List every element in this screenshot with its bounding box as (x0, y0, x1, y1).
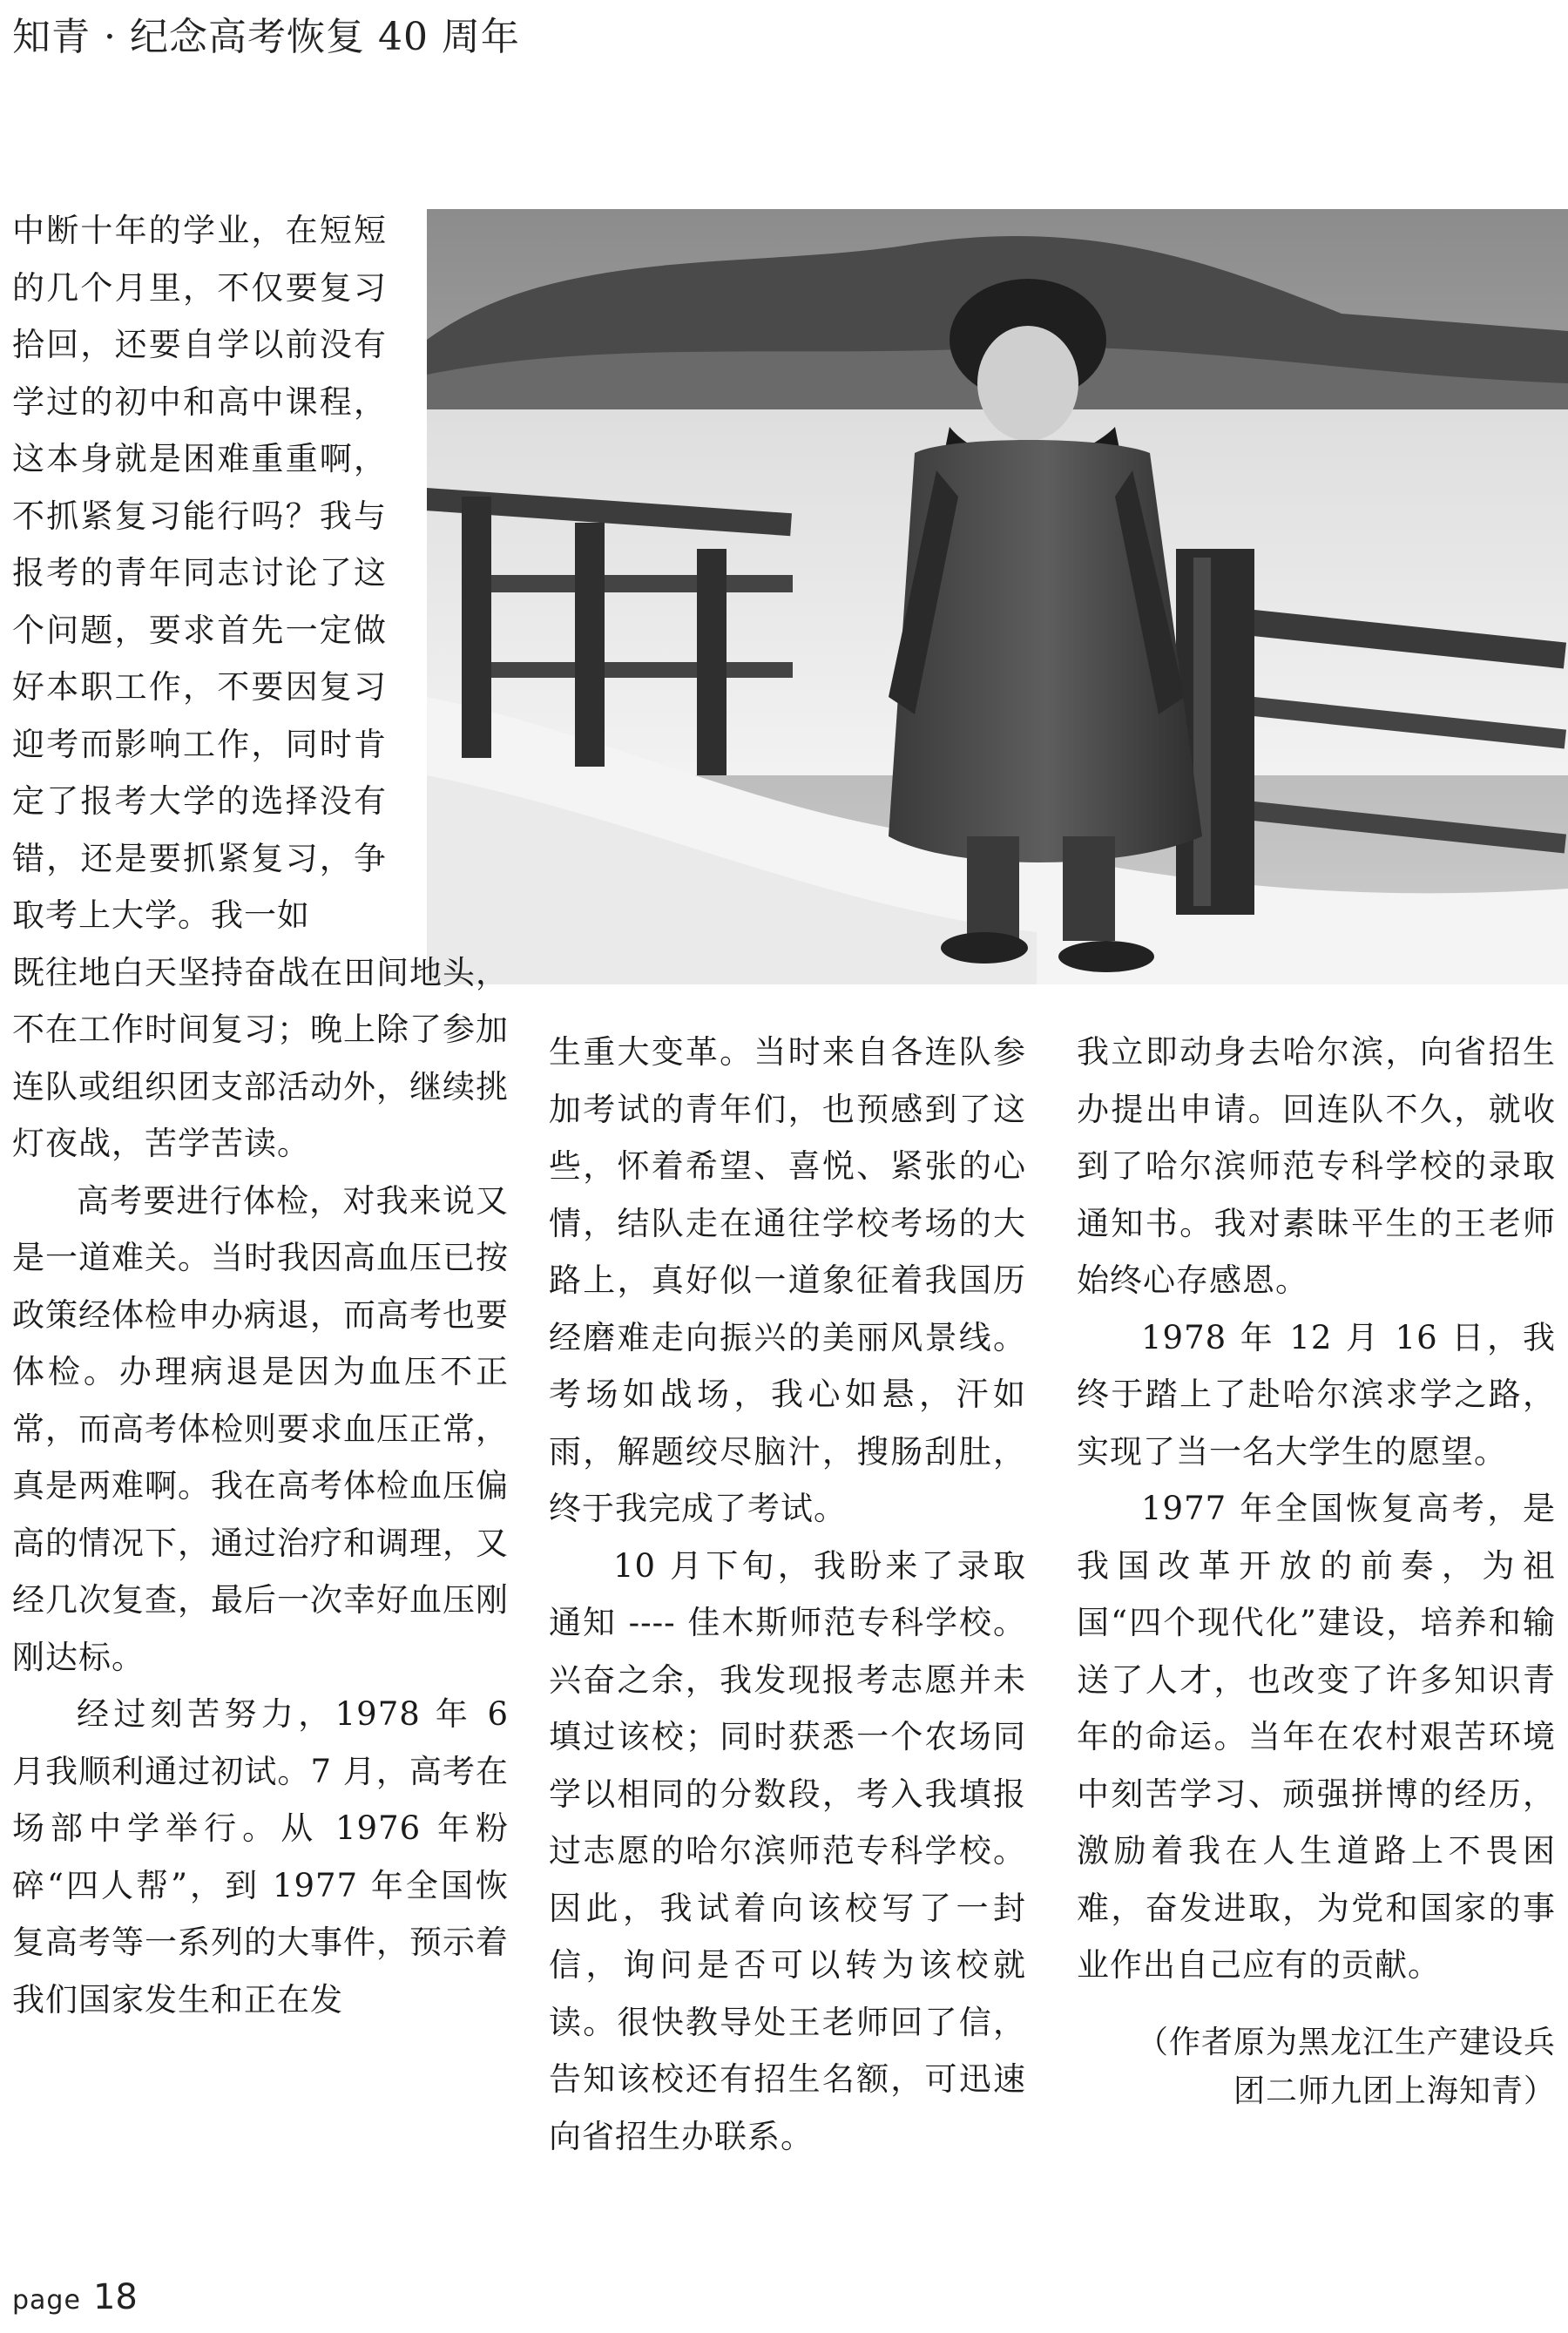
page-number: 18 (92, 2277, 138, 2317)
paragraph-2: 高考要进行体检，对我来说又是一道难关。当时我因高血压已按政策经体检申办病退，而高考也要体检。办理病退是因为血压不正常，而高考体检则要求血压正常，真是两难啊。我在高考体检血压偏高的情况下，通过治疗和调理，又经几次复查，最后一次幸好血压刚刚达标。 (12, 1181, 509, 1676)
paragraph-6: 我立即动身去哈尔滨，向省招生办提出申请。回连队不久，就收到了哈尔滨师范专科学校的录取通知书。我对素昧平生的王老师始终心存感恩。 (1077, 1033, 1556, 1299)
paragraph-7: 1978 年 12 月 16 日，我终于踏上了赴哈尔滨求学之路，实现了当一名大学生的愿望。 (1077, 1318, 1556, 1471)
paragraph-8: 1977 年全国恢复高考，是我国改革开放的前奏，为祖国“四个现代化”建设，培养和输送了人才，也改变了许多知识青年的命运。当年在农村艰苦环境中刻苦学习、顽强拼博的经历，激励着我在人生道路上不畏困难，奋发进取，为党和国家的事业作出自己应有的贡献。 (1077, 1490, 1556, 1984)
paragraph-1-wrapped: 中断十年的学业，在短短的几个月里，不仅要复习拾回，还要自学以前没有学过的初中和高中课程，这本身就是困难重重啊，不抓紧复习能行吗？我与报考的青年同志讨论了这个问题，要求首先一定做好本职工作，不要因复习迎考而影响工作，同时肯定了报考大学的选择没有错，还是要抓紧复习，争取考上大学。我一如 (12, 212, 387, 934)
paragraph-3: 经过刻苦努力，1978 年 6 月我顺利通过初试。7 月，高考在场部中学举行。从 1976 年粉碎“四人帮”，到 1977 年全国恢复高考等一系列的大事件，预示着我们国家发生和正在发 (12, 1695, 509, 2019)
paragraph-1-continued: 既往地白天坚持奋战在田间地头，不在工作时间复习；晚上除了参加连队或组织团支部活动外，继续挑灯夜战，苦学苦读。 (12, 953, 509, 1162)
page-label: page (12, 2285, 81, 2316)
byline-line-1: （作者原为黑龙江生产建设兵 (1136, 2024, 1556, 2060)
byline-line-2: 团二师九团上海知青） (1233, 2073, 1556, 2109)
photo-man-in-winter-coat (427, 209, 1568, 984)
page-footer (12, 2277, 138, 2317)
author-byline (1077, 2019, 1556, 2116)
paragraph-5: 10 月下旬，我盼来了录取通知 ---- 佳木斯师范专科学校。兴奋之余，我发现报考志愿并未填过该校；同时获悉一个农场同学以相同的分数段，考入我填报过志愿的哈尔滨师范专科学校。因此，我试着向该校写了一封信，询问是否可以转为该校就读。很快教导处王老师回了信，告知该校还有招生名额，可迅速向省招生办联系。 (549, 1546, 1026, 2155)
photo-illustration (427, 209, 1568, 984)
text-column-3 (1077, 1024, 1556, 2116)
text-column-2 (549, 1024, 1026, 2165)
running-header: 知青 · 纪念高考恢复 40 周年 (12, 15, 520, 59)
paragraph-4: 生重大变革。当时来自各连队参加考试的青年们，也预感到了这些，怀着希望、喜悦、紧张的心情，结队走在通往学校考场的大路上，真好似一道象征着我国历经磨难走向振兴的美丽风景线。考场如战场，我心如悬，汗如雨，解题绞尽脑汁，搜肠刮肚，终于我完成了考试。 (549, 1033, 1026, 1527)
text-column-1 (12, 202, 509, 2028)
